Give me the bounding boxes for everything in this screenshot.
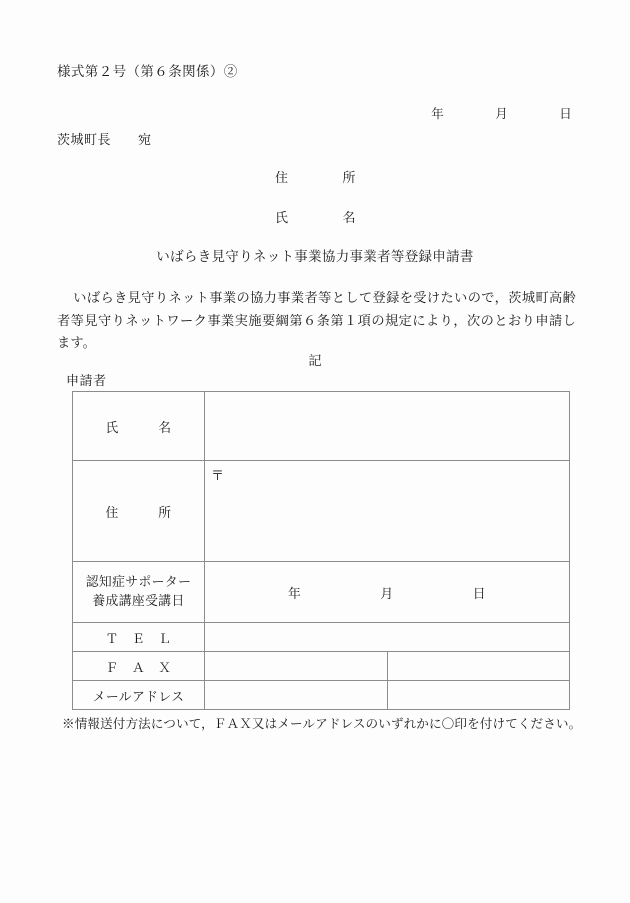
row-value-fax[interactable] [387, 652, 570, 681]
row-mark-fax[interactable] [205, 652, 388, 681]
applicant-table [72, 391, 570, 710]
form-number: 様式第２号（第６条関係）② [57, 64, 238, 79]
addressee-line: 茨城町長 宛 [57, 132, 152, 147]
row-label-name: 氏 名 [73, 392, 205, 461]
body-paragraph [57, 287, 576, 355]
table-row-fax [73, 652, 570, 681]
applicant-name-label: 氏 名 [275, 210, 357, 225]
postal-code-icon: 〒 [211, 468, 225, 483]
footnote: ※情報送付方法について，ＦＡＸ又はメールアドレスのいずれかに〇印を付けてください。 [62, 717, 582, 731]
page-title: いばらき見守りネット事業協力事業者等登録申請書 [156, 249, 474, 264]
table-row-name [73, 392, 570, 461]
table-row-address [73, 461, 570, 562]
row-value-name[interactable] [205, 392, 570, 461]
applicant-address-label: 住 所 [275, 170, 357, 185]
row-value-email[interactable] [387, 681, 570, 710]
ki-mark: 記 [308, 353, 322, 368]
row-value-course-date[interactable]: 年 月 日 [205, 562, 570, 623]
row-label-course-date [73, 562, 205, 623]
table-row-email [73, 681, 570, 710]
row-label-fax: Ｆ Ａ Ｘ [73, 652, 205, 681]
date-line: 年 月 日 [431, 107, 572, 121]
row-value-address[interactable] [205, 461, 570, 562]
applicant-section-label: 申請者 [66, 373, 107, 388]
row-label-tel: Ｔ Ｅ Ｌ [73, 623, 205, 652]
body-paragraph-text: いばらき見守りネット事業の協力事業者等として登録を受けたいので，茨城町高齢者等見守りネットワーク事業実施要綱第６条第１項の規定により，次のとおり申請します。 [57, 290, 576, 350]
row-value-tel[interactable] [205, 623, 570, 652]
row-label-email: メールアドレス [73, 681, 205, 710]
row-mark-email[interactable] [205, 681, 388, 710]
row-label-course-date-line2: 養成講座受講日 [92, 594, 185, 608]
row-label-course-date-line1: 認知症サポーター [85, 575, 192, 589]
table-row-tel [73, 623, 570, 652]
table-row-course-date [73, 562, 570, 623]
row-label-address: 住 所 [73, 461, 205, 562]
